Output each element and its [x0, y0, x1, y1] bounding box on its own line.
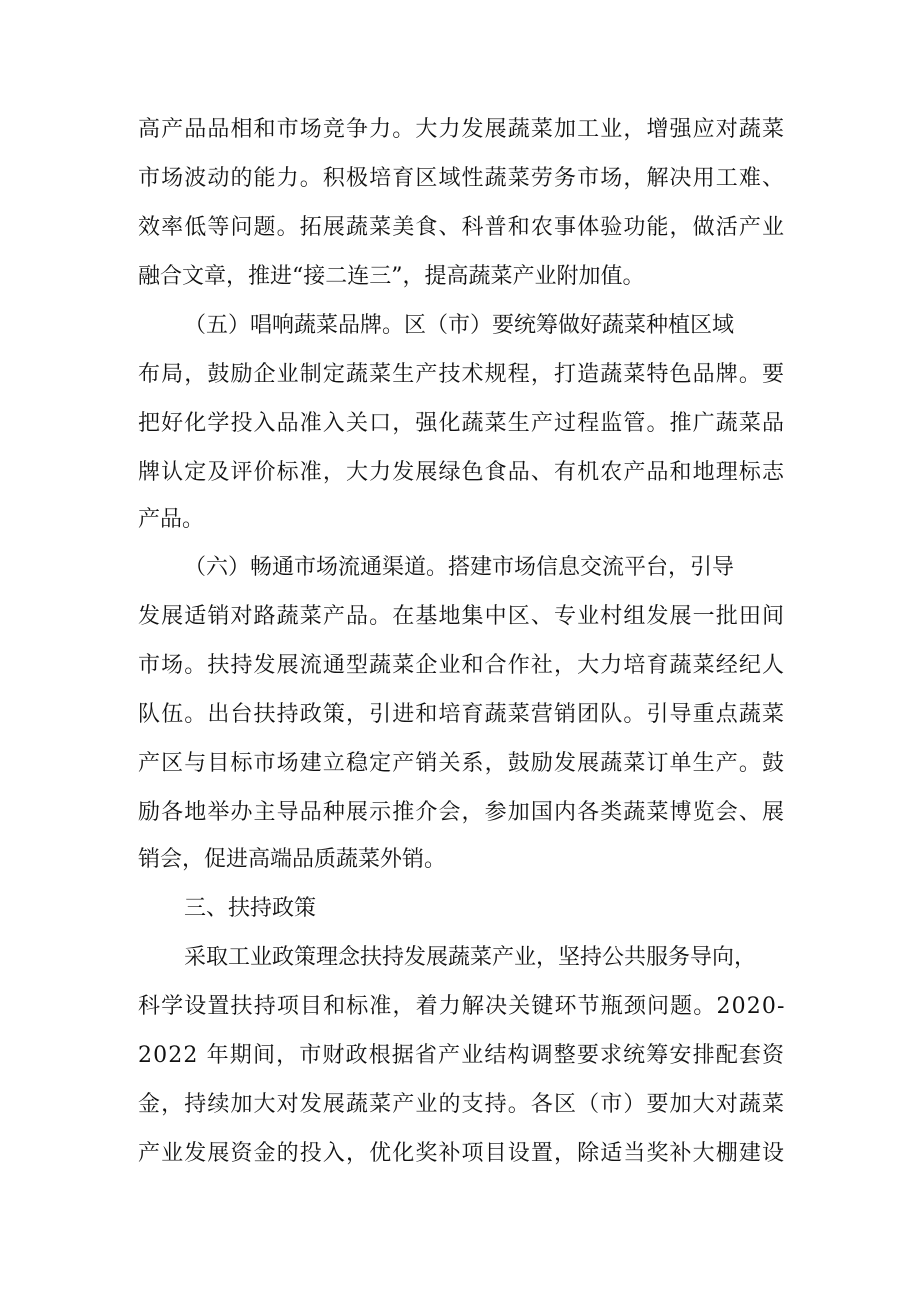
text-line: 效率低等问题。拓展蔬菜美食、科普和农事体验功能，做活产业 — [138, 215, 786, 240]
text-line: 产业发展资金的投入，优化奖补项目设置，除适当奖补大棚建设 — [138, 1141, 786, 1166]
text-line: 队伍。出台扶持政策，引进和培育蔬菜营销团队。引导重点蔬菜 — [138, 702, 786, 727]
text-line: 采取工业政策理念扶持发展蔬菜产业，坚持公共服务导向， — [184, 945, 757, 970]
text-line: 励各地举办主导品种展示推介会，参加国内各类蔬菜博览会、展 — [138, 800, 786, 825]
text-line: 牌认定及评价标准，大力发展绿色食品、有机农产品和地理标志 — [138, 460, 786, 485]
text-line: 布局，鼓励企业制定蔬菜生产技术规程，打造蔬菜特色品牌。要 — [138, 362, 786, 387]
text-line: 金，持续加大对发展蔬菜产业的支持。各区（市）要加大对蔬菜 — [138, 1092, 786, 1117]
text-line: 把好化学投入品准入关口，强化蔬菜生产过程监管。推广蔬菜品 — [138, 411, 786, 436]
text-line: 2022 年期间，市财政根据省产业结构调整要求统筹安排配套资 — [138, 1043, 786, 1068]
text-line: 销会，促进高端品质蔬菜外销。 — [138, 847, 447, 872]
text-line: 发展适销对路蔬菜产品。在基地集中区、专业村组发展一批田间 — [138, 604, 786, 629]
text-line: 高产品品相和市场竞争力。大力发展蔬菜加工业，增强应对蔬菜 — [138, 117, 786, 142]
text-line: 融合文章，推进“接二连三”，提高蔬菜产业附加值。 — [138, 264, 645, 289]
section-heading: 三、扶持政策 — [184, 896, 317, 921]
text-line: 市场。扶持发展流通型蔬菜企业和合作社，大力培育蔬菜经纪人 — [138, 653, 786, 678]
text-line: （五）唱响蔬菜品牌。区（市）要统筹做好蔬菜种植区域 — [184, 313, 735, 338]
text-line: 市场波动的能力。积极培育区域性蔬菜劳务市场，解决用工难、 — [138, 166, 786, 191]
text-line: （六）畅通市场流通渠道。搭建市场信息交流平台，引导 — [184, 555, 735, 580]
text-line: 科学设置扶持项目和标准，着力解决关键环节瓶颈问题。2020- — [138, 994, 786, 1019]
text-line: 产区与目标市场建立稳定产销关系，鼓励发展蔬菜订单生产。鼓 — [138, 751, 786, 776]
text-line: 产品。 — [138, 507, 205, 532]
